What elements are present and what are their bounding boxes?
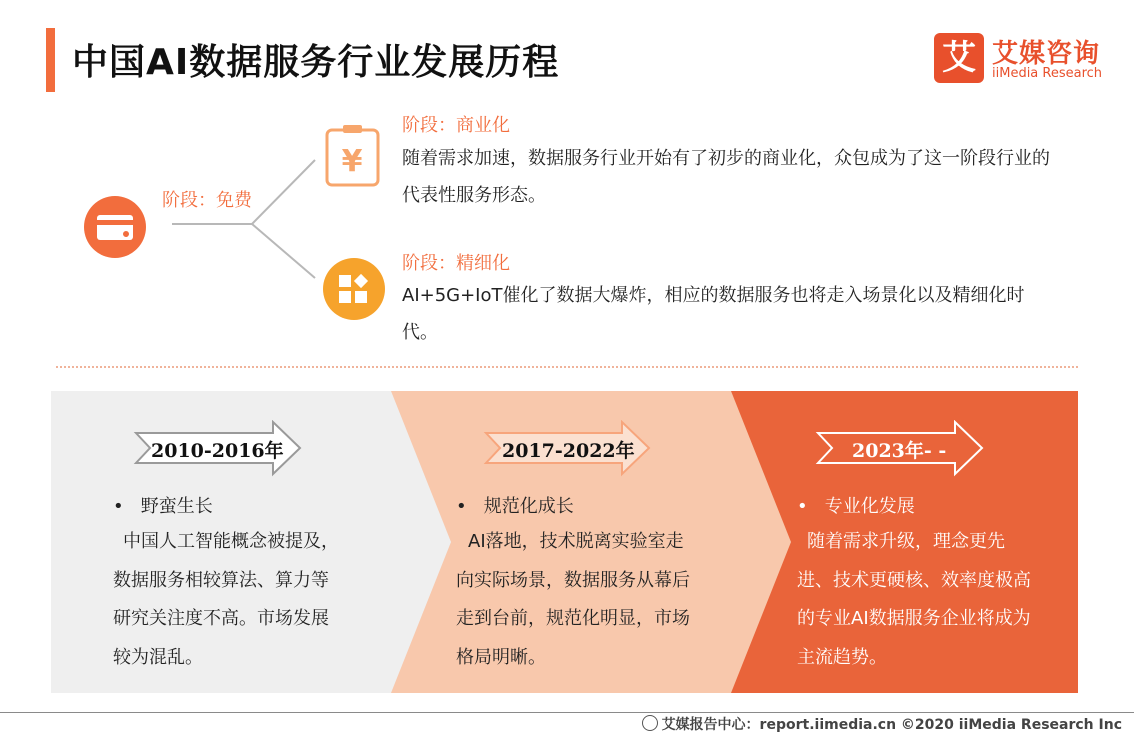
- period-label-3: 2023年- -: [852, 440, 947, 462]
- period-bullet-3: • 专业化发展: [797, 496, 915, 517]
- tree-branch-upper: [252, 160, 315, 224]
- stage-free-label: 阶段：免费: [162, 190, 252, 211]
- period-body-3: 随着需求升级，理念更先进、技术更硬核、效率度极高的专业AI数据服务企业将成为主流趋势。: [797, 531, 1031, 668]
- stage-refined-label: 阶段：精细化: [402, 253, 510, 274]
- period-bullet-3-text: 专业化发展: [824, 496, 915, 517]
- period-body-2: AI落地，技术脱离实验室走向实际场景，数据服务从幕后走到台前，规范化明显，市场格局明晰。: [456, 531, 690, 668]
- stage-commercial-desc: 随着需求加速，数据服务行业开始有了初步的商业化，众包成为了这一阶段行业的代表性服务形态。: [402, 148, 1050, 206]
- period-bullet-2: • 规范化成长: [456, 496, 574, 517]
- logo-mark: 艾: [934, 33, 984, 83]
- footer-text: 艾媒报告中心：report.iimedia.cn ©2020 iiMedia Research Inc: [661, 717, 1122, 733]
- yuan-clipboard-icon: [327, 125, 378, 185]
- period-bullet-1: • 野蛮生长: [113, 496, 213, 517]
- period-body-1: 中国人工智能概念被提及，数据服务相较算法、算力等研究关注度不高。市场发展较为混乱。: [113, 531, 339, 668]
- grid-blocks-icon: [323, 258, 385, 320]
- period-label-2: 2017-2022年: [502, 440, 635, 462]
- logo-name-cn: 艾媒咨询: [992, 39, 1101, 69]
- stage-refined-desc: AI+5G+IoT催化了数据大爆炸，相应的数据服务也将走入场景化以及精细化时代。: [402, 285, 1025, 343]
- period-bullet-2-text: 规范化成长: [483, 496, 574, 517]
- period-label-1: 2010-2016年: [151, 440, 284, 462]
- page-title: 中国AI数据服务行业发展历程: [72, 42, 560, 83]
- footer: [642, 714, 1122, 734]
- footer-line: [0, 712, 1134, 713]
- period-bullet-1-text: 野蛮生长: [140, 496, 213, 517]
- stage-commercial-label: 阶段：商业化: [402, 115, 510, 136]
- globe-icon: [642, 715, 658, 731]
- tree-branch-lower: [252, 224, 315, 278]
- section-divider: [56, 366, 1078, 368]
- svg-text:¥: ¥: [341, 144, 363, 179]
- logo-name-en: iiMedia Research: [992, 66, 1103, 81]
- card-icon: [84, 196, 146, 258]
